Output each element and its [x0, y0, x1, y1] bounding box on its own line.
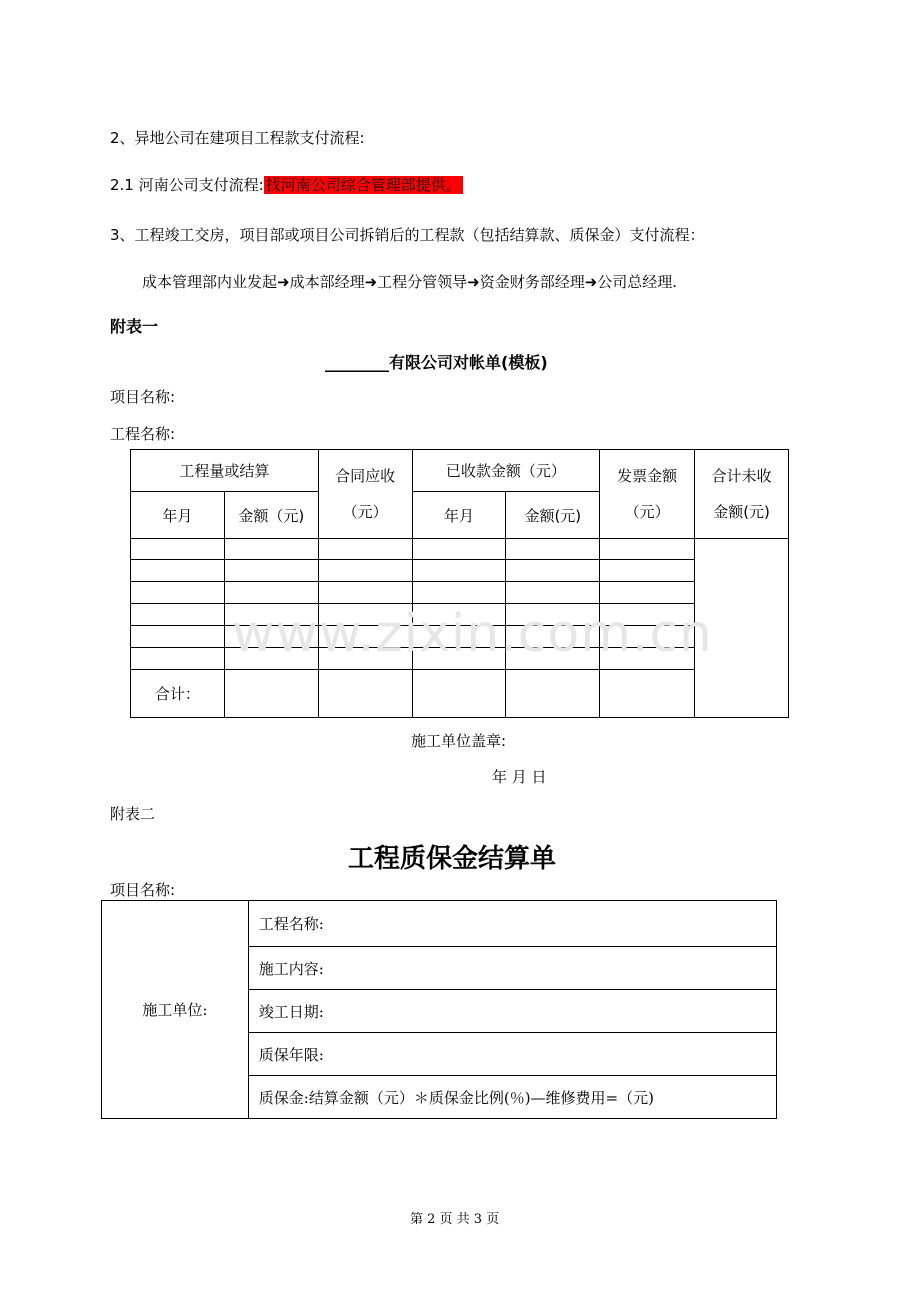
date-label: 年 月 日 — [492, 768, 547, 786]
table-row — [131, 560, 789, 582]
watermark: www.zixin.com.cn — [232, 604, 713, 664]
section-2-1-label: 2.1 河南公司支付流程: — [110, 176, 264, 194]
total-row-label: 合计： — [131, 670, 225, 718]
subheader-amount-1: 金额（元) — [224, 492, 318, 539]
appendix-1-label: 附表一 — [110, 317, 159, 336]
section-2-heading: 2、异地公司在建项目工程款支付流程: — [110, 129, 365, 147]
engineering-name-label: 工程名称: — [110, 425, 176, 443]
header-received: 已收款金额（元） — [412, 450, 600, 492]
warranty-settlement-table — [101, 900, 777, 1119]
reconciliation-table — [130, 449, 789, 718]
table-row — [131, 539, 789, 560]
header-progress: 工程量或结算 — [131, 450, 319, 492]
appendix-2-title: 工程质保金结算单 — [348, 844, 557, 874]
section-2-1-line — [110, 174, 463, 195]
header-total-unreceived: 合计未收 金额(元) — [695, 450, 789, 539]
page-footer: 第 2 页 共 3 页 — [410, 1212, 500, 1227]
seal-label: 施工单位盖章: — [411, 732, 507, 750]
header-invoice: 发票金额 （元） — [600, 450, 695, 539]
section-3-heading: 3、工程竣工交房，项目部或项目公司拆销后的工程款（包括结算款、质保金）支付流程： — [110, 226, 705, 244]
subheader-month-1: 年月 — [131, 492, 225, 539]
subheader-amount-2: 金额(元) — [506, 492, 600, 539]
field-warranty-deposit: 质保金:结算金额（元）＊质保金比例(％)—维修费用=（元) — [248, 1076, 776, 1119]
appendix-2-project-name: 项目名称: — [110, 881, 176, 899]
appendix-2-label: 附表二 — [110, 805, 156, 823]
construction-unit-label: 施工单位: — [102, 901, 249, 1119]
field-completion-date: 竣工日期: — [248, 990, 776, 1033]
field-warranty-period: 质保年限: — [248, 1033, 776, 1076]
total-row — [131, 670, 789, 718]
highlighted-instruction: 找河南公司综合管理部提供。 — [265, 176, 461, 194]
subheader-month-2: 年月 — [412, 492, 506, 539]
table-row — [131, 582, 789, 604]
approval-flow: 成本管理部内业发起➜成本部经理➜工程分管领导➜资金财务部经理➜公司总经理. — [142, 273, 678, 291]
header-contract: 合同应收 （元） — [318, 450, 412, 539]
field-construction-content: 施工内容: — [248, 947, 776, 990]
field-engineering-name: 工程名称: — [248, 901, 776, 947]
project-name-label: 项目名称: — [110, 388, 176, 406]
appendix-1-title: ________有限公司对帐单(模板) — [325, 353, 548, 372]
